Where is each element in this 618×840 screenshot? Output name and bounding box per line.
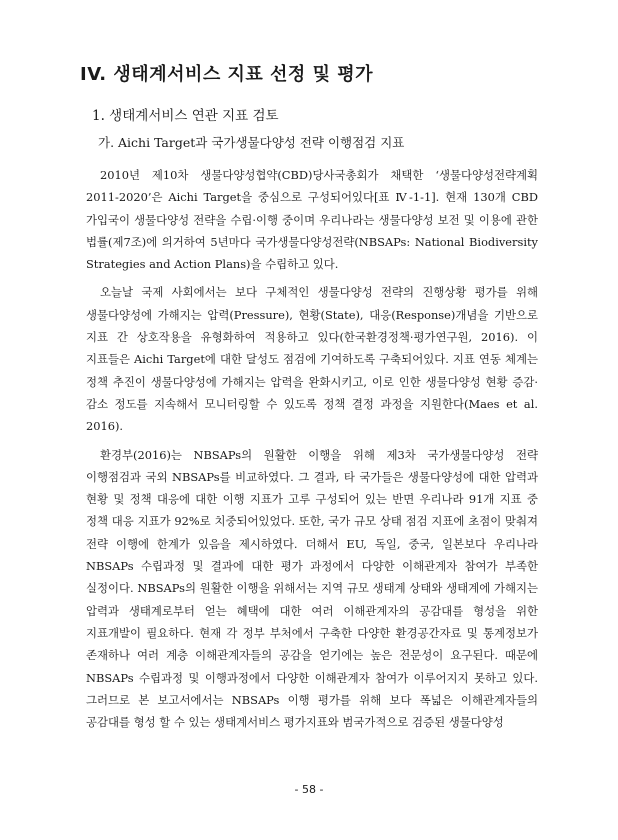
chapter-heading: IV. 생태계서비스 지표 선정 및 평가 bbox=[80, 64, 374, 85]
paragraph-2: 오늘날 국제 사회에서는 보다 구체적인 생물다양성 전략의 진행상황 평가를 위해 생물다양성에 가해지는 압력(Pressure), 현황(State), 대응(Response)개념을 기반으로 지표 간 상호작용을 유형화하여 적용하고 있다(한국환경정책·평가연구원, 2016). 이 지표들은 Aichi Target에 대한 달성도 점검에 기여하도록 구축되어있다. 지표 연동 체계는 정책 추진이 생물다양성에 가해지는 압력을 완화시키고, 이로 인한 생물다양성 현황 증감·감소 정도를 지속해서 모니터링할 수 있도록 정책 결정 과정을 지원한다(Maes et al. 2016). bbox=[86, 285, 538, 434]
paragraph-3: 환경부(2016)는 NBSAPs의 원활한 이행을 위해 제3차 국가생물다양성 전략 이행점검과 국외 NBSAPs를 비교하였다. 그 결과, 타 국가들은 생물다양성에 대한 압력과 현황 및 정책 대응에 대한 이행 지표가 고루 구성되어 있는 반면 우리나라 91개 지표 중 정책 대응 지표가 92%로 치중되어있었다. 또한, 국가 규모 상태 점검 지표에 초점이 맞춰져 전략 이행에 한계가 있음을 제시하였다. 더해서 EU, 독일, 중국, 일본보다 우리나라 NBSAPs 수립과정 및 결과에 대한 평가 과정에서 다양한 이해관계자 참여가 부족한 실정이다. NBSAPs의 원활한 이행을 위해서는 지역 규모 생태계 상태와 생태계에 가해지는 압력과 생태계로부터 얻는 혜택에 대한 여러 이해관계자의 공감대를 형성을 위한 지표개발이 필요하다. 현재 각 정부 부처에서 구축한 다양한 환경공간자료 및 통계정보가 존재하나 여러 계층 이해관계자들의 공감을 얻기에는 높은 전문성이 요구된다. 때문에 NBSAPs 수립과정 및 이행과정에서 다양한 이해관계자 참여가 이루어지지 못하고 있다. 그러므로 본 보고서에서는 NBSAPs 이행 평가를 위해 보다 폭넓은 이해관계자들의 공감대를 형성 할 수 있는 생태계서비스 평가지표와 범국가적으로 검증된 생물다양성 bbox=[86, 447, 538, 730]
subsection-heading: 가. Aichi Target과 국가생물다양성 전략 이행점검 지표 bbox=[98, 135, 405, 150]
page-number: - 58 - bbox=[294, 783, 324, 796]
body-text bbox=[86, 164, 538, 739]
section-heading: 1. 생태계서비스 연관 지표 검토 bbox=[92, 108, 279, 124]
paragraph-1: 2010년 제10차 생물다양성협약(CBD)당사국총회가 채택한 ‘생물다양성전략계획 2011-2020’은 Aichi Target을 중심으로 구성되어있다[표 Ⅳ-1-1]. 현재 130개 CBD 가입국이 생물다양성 전략을 수립·이행 중이며 우리나라는 생물다양성 보전 및 이용에 관한 법률(제7조)에 의거하여 5년마다 국가생물다양성전략(NBSAPs: National Biodiversity Strategies and Action Plans)을 수립하고 있다. bbox=[86, 168, 538, 272]
